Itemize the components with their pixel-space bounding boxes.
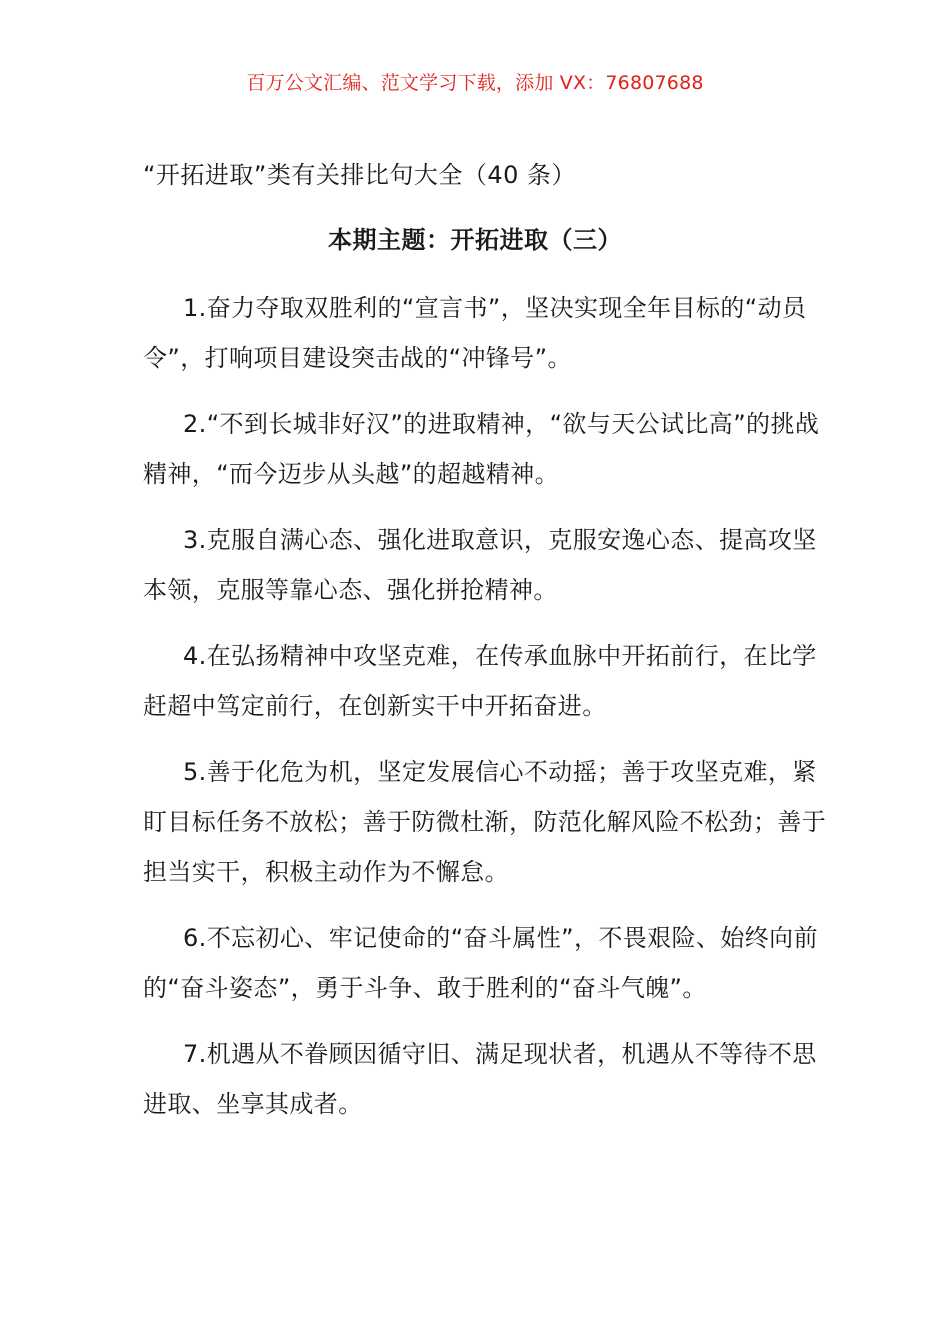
- list-item: 3.克服自满心态、强化进取意识，克服安逸心态、提高攻坚本领，克服等靠心态、强化拼抢精神。: [143, 526, 817, 604]
- sentence-list: [143, 283, 833, 1145]
- list-item: 1.奋力夺取双胜利的“宣言书”，坚决实现全年目标的“动员令”，打响项目建设突击战的“冲锋号”。: [143, 294, 807, 372]
- list-item: 7.机遇从不眷顾因循守旧、满足现状者，机遇从不等待不思进取、坐享其成者。: [143, 1040, 817, 1118]
- watermark-banner: 百万公文汇编、范文学习下载，添加 VX：76807688: [246, 72, 704, 94]
- section-heading: 本期主题：开拓进取（三）: [328, 226, 622, 254]
- list-item: 4.在弘扬精神中攻坚克难，在传承血脉中开拓前行，在比学赶超中笃定前行，在创新实干中开拓奋进。: [143, 642, 817, 720]
- list-item: 6.不忘初心、牢记使命的“奋斗属性”，不畏艰险、始终向前的“奋斗姿态”，勇于斗争、敢于胜利的“奋斗气魄”。: [143, 924, 818, 1002]
- list-item: 5.善于化危为机，坚定发展信心不动摇；善于攻坚克难，紧盯目标任务不放松；善于防微杜渐，防范化解风险不松劲；善于担当实干，积极主动作为不懈怠。: [143, 758, 827, 886]
- document-title: “开拓进取”类有关排比句大全（40 条）: [143, 161, 577, 189]
- list-item: 2.“不到长城非好汉”的进取精神，“欲与天公试比高”的挑战精神，“而今迈步从头越”的超越精神。: [143, 410, 820, 488]
